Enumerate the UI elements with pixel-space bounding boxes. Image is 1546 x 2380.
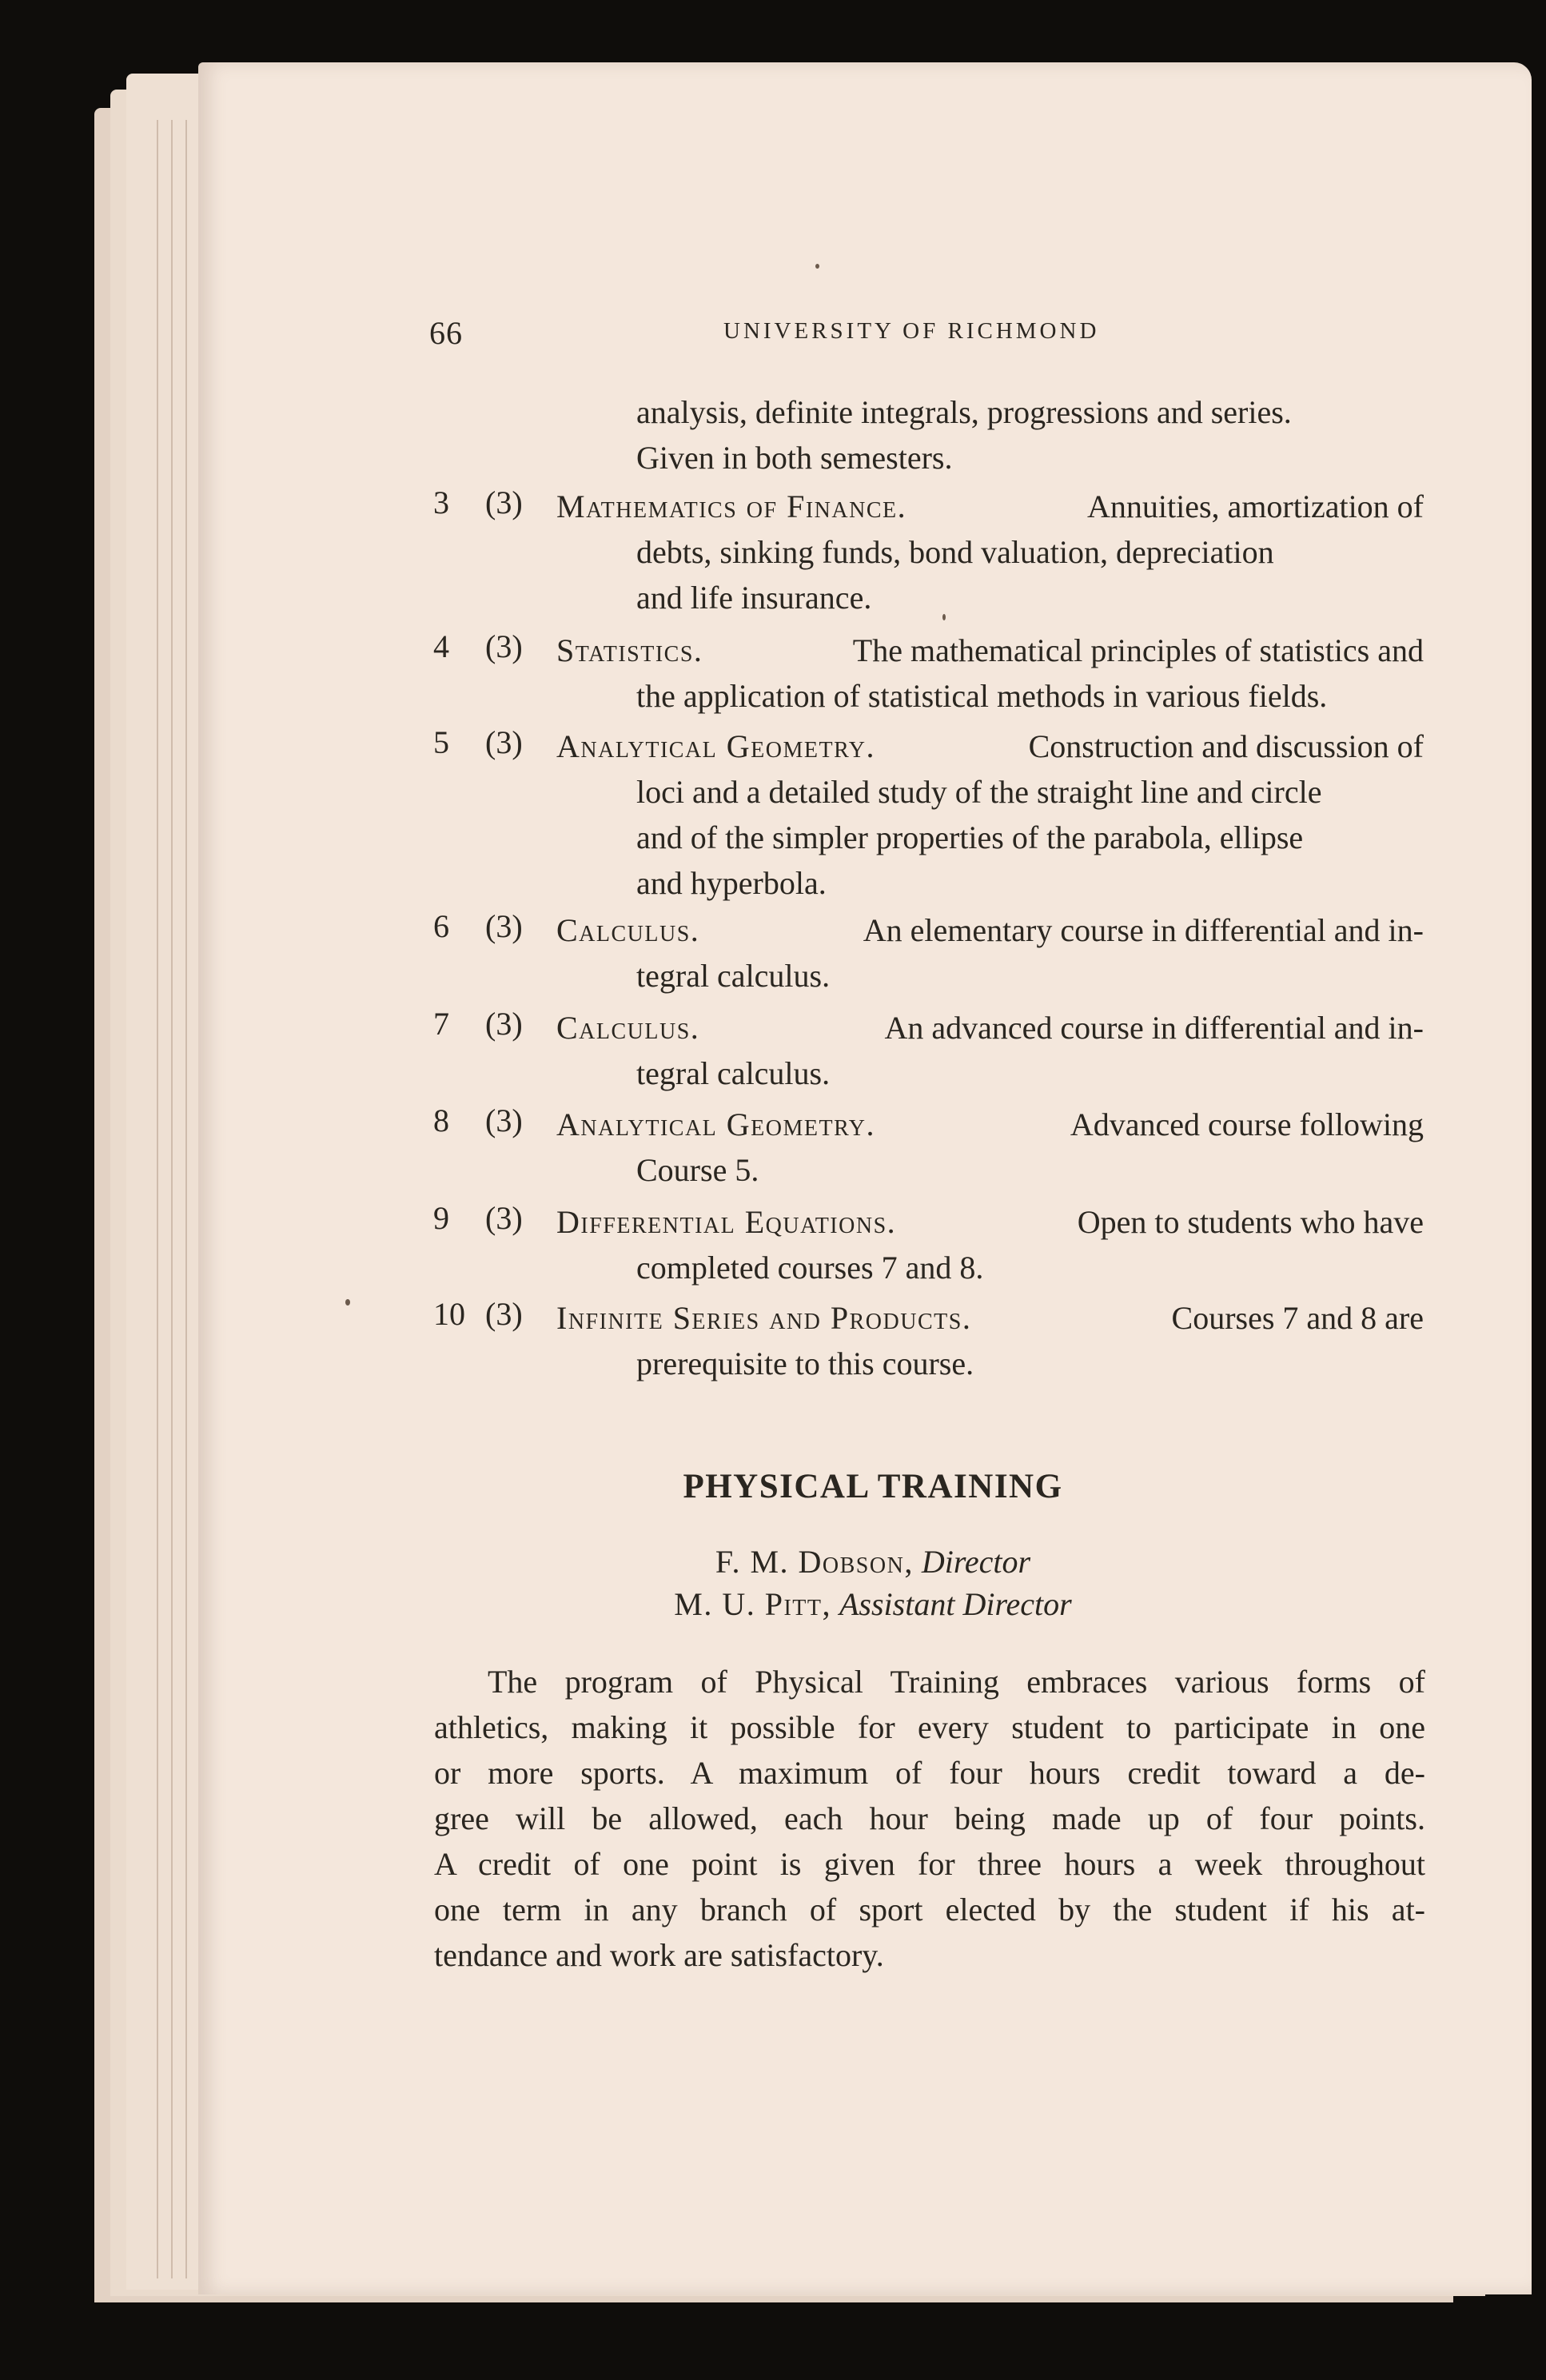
course-credits: (3) xyxy=(485,484,523,520)
course-title: Infinite Series and Products. xyxy=(556,1300,972,1336)
text-line: debts, sinking funds, bond valuation, depreciation xyxy=(636,534,1274,570)
course-credits: (3) xyxy=(485,908,523,944)
text-line: and life insurance. xyxy=(636,580,872,616)
staff-name: M. U. Pitt, xyxy=(674,1586,831,1622)
staff-line xyxy=(0,1585,1546,1623)
staff-role: Director xyxy=(921,1544,1031,1580)
staff-role: Assistant Director xyxy=(839,1586,1072,1622)
text-line: and hyperbola. xyxy=(636,865,827,901)
course-credits: (3) xyxy=(485,628,523,664)
text-line: A credit of one point is given for three hours a week throughout xyxy=(434,1846,1425,1882)
text-line: loci and a detailed study of the straight line and circle xyxy=(636,774,1322,810)
course-credits: (3) xyxy=(485,1102,523,1138)
course-number: 5 xyxy=(433,724,449,760)
course-title: Statistics. xyxy=(556,632,703,668)
text-line: tegral calculus. xyxy=(636,1055,831,1091)
continuation-text xyxy=(636,389,1292,480)
course-number: 4 xyxy=(433,628,449,664)
page-edge-line xyxy=(171,120,173,2278)
text-line: tendance and work are satisfactory. xyxy=(434,1937,884,1973)
course-title: Differential Equations. xyxy=(556,1204,897,1240)
course-title: Mathematics of Finance. xyxy=(556,488,907,524)
text-line: analysis, definite integrals, progressions and series. xyxy=(636,394,1292,430)
text-line: one term in any branch of sport elected by the student if his at- xyxy=(434,1892,1425,1928)
course-number: 6 xyxy=(433,908,449,944)
course-title: Calculus. xyxy=(556,1010,700,1046)
text-line: and of the simpler properties of the parabola, ellipse xyxy=(636,819,1304,855)
course-number: 3 xyxy=(433,484,449,520)
course-number: 9 xyxy=(433,1200,449,1236)
text-line: or more sports. A maximum of four hours credit toward a de- xyxy=(434,1755,1425,1791)
course-credits: (3) xyxy=(485,1200,523,1236)
physical-training-paragraph xyxy=(434,1659,1425,1978)
text-line: The mathematical principles of statistics and xyxy=(852,632,1424,668)
paper-speck xyxy=(815,264,819,269)
staff-name: F. M. Dobson, xyxy=(715,1544,914,1580)
paper-speck xyxy=(942,614,946,620)
running-title: UNIVERSITY OF RICHMOND xyxy=(723,318,1100,344)
staff-line xyxy=(0,1543,1546,1581)
text-line: An elementary course in differential and in- xyxy=(863,912,1424,948)
course-title: Analytical Geometry. xyxy=(556,728,875,764)
course-credits: (3) xyxy=(485,724,523,760)
section-heading: PHYSICAL TRAINING xyxy=(683,1468,1063,1505)
text-line: Open to students who have xyxy=(1077,1204,1424,1240)
text-line: Courses 7 and 8 are xyxy=(1171,1300,1424,1336)
page-edge-line xyxy=(157,120,158,2278)
text-line: An advanced course in differential and in- xyxy=(884,1010,1424,1046)
text-line: prerequisite to this course. xyxy=(636,1345,974,1381)
paper-speck xyxy=(345,1299,350,1306)
course-credits: (3) xyxy=(485,1006,523,1042)
course-title: Analytical Geometry. xyxy=(556,1106,875,1142)
text-line: Advanced course following xyxy=(1070,1106,1424,1142)
text-line: gree will be allowed, each hour being made up of four points. xyxy=(434,1800,1425,1836)
text-line: athletics, making it possible for every student to participate in one xyxy=(434,1709,1425,1745)
text-line: completed courses 7 and 8. xyxy=(636,1250,984,1286)
text-line: The program of Physical Training embraces various forms of xyxy=(488,1664,1425,1700)
course-credits: (3) xyxy=(485,1296,523,1332)
course-title: Calculus. xyxy=(556,912,700,948)
course-number: 7 xyxy=(433,1006,449,1042)
text-line: Construction and discussion of xyxy=(1028,728,1424,764)
text-line: the application of statistical methods in various fields. xyxy=(636,678,1328,714)
text-line: tegral calculus. xyxy=(636,958,831,994)
page-number: 66 xyxy=(429,315,463,351)
text-line: Course 5. xyxy=(636,1152,759,1188)
course-number: 10 xyxy=(433,1296,465,1332)
page-edge-line xyxy=(185,120,187,2278)
course-number: 8 xyxy=(433,1102,449,1138)
text-line: Given in both semesters. xyxy=(636,440,953,476)
text-line: Annuities, amortization of xyxy=(1086,488,1424,524)
